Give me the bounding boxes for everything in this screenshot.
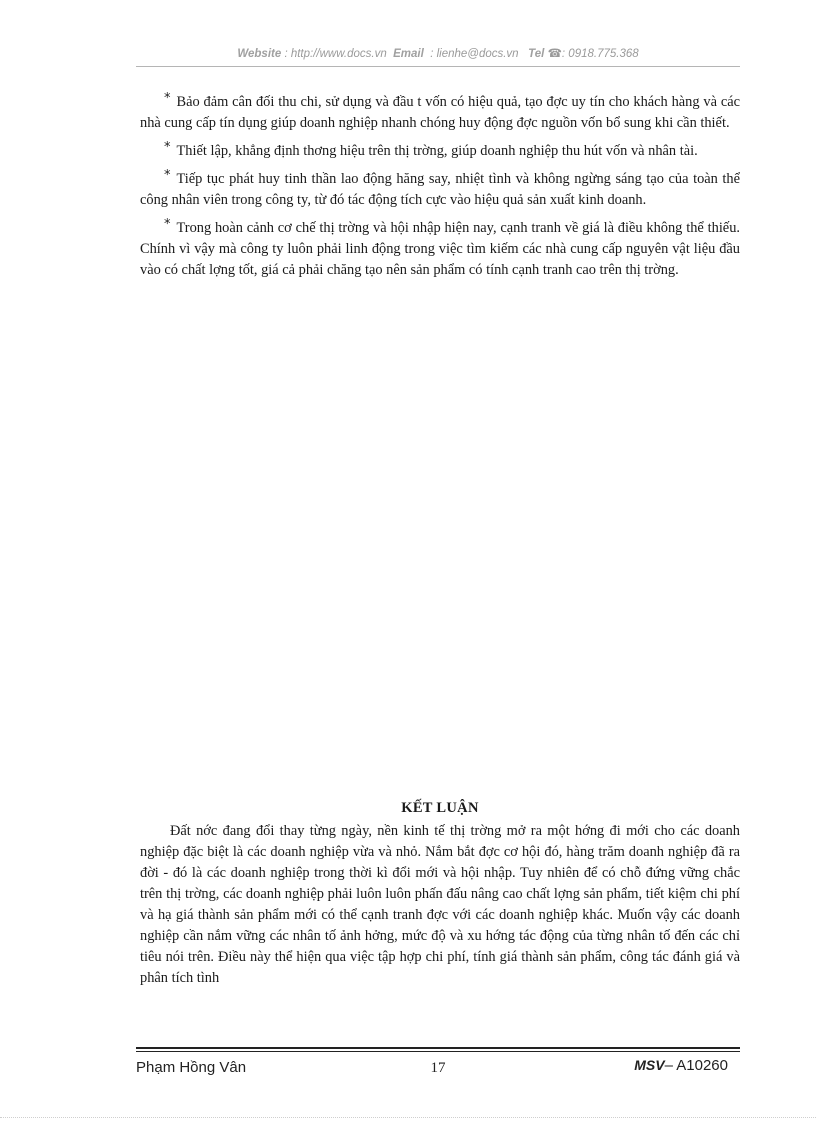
page-number: 17 — [430, 1060, 446, 1076]
header-tel-label: Tel — [528, 48, 545, 60]
header-tel-value: ☎: 0918.775.368 — [547, 48, 639, 60]
msv-value: – A10260 — [664, 1057, 728, 1074]
bullet-text-3: Tiếp tục phát huy tinh thần lao động hăng say, nhiệt tình và không ngừng sáng tạo của toàn thể công nhân viên trong công ty, từ đó tác động tích cực vào hiệu quả sản xuất kinh doanh. — [140, 171, 740, 208]
bullet-item-1 — [140, 92, 740, 134]
bullet-item-2 — [140, 141, 740, 162]
header-email-value[interactable]: : lienhe@docs.vn — [430, 48, 519, 60]
asterisk-icon: * — [164, 217, 171, 232]
footer-author: Phạm Hồng Vân — [136, 1059, 247, 1076]
bullet-text-4: Trong hoàn cảnh cơ chế thị trờng và hội nhập hiện nay, cạnh tranh về giá là điều không thể thiếu. Chính vì vậy mà công ty luôn phải linh động trong việc tìm kiếm các nhà cung cấp nguyên vật liệu đầu vào có chất lợng tốt, giá cả phải chăng tạo nên sản phẩm có tính cạnh tranh cao trên thị trờng. — [140, 220, 740, 278]
conclusion-title: KẾT LUẬN — [401, 800, 479, 816]
footer-divider-thick — [136, 1047, 740, 1049]
header-divider — [136, 66, 740, 67]
page-footer — [136, 1055, 740, 1079]
asterisk-icon: * — [164, 91, 171, 106]
header-website-value[interactable]: : http://www.docs.vn — [284, 48, 387, 60]
bullet-text-2: Thiết lập, khẳng định thơng hiệu trên thị trờng, giúp doanh nghiệp thu hút vốn và nhân tài. — [176, 143, 698, 159]
bullet-item-4 — [140, 218, 740, 281]
asterisk-icon: * — [164, 168, 171, 183]
footer-divider-thin — [136, 1051, 740, 1052]
header-website-label: Website — [237, 48, 282, 60]
conclusion-section — [140, 798, 740, 989]
asterisk-icon: * — [164, 140, 171, 155]
header-email-label: Email — [393, 48, 424, 60]
page-header — [136, 46, 740, 60]
msv-label: MSV — [634, 1057, 665, 1073]
bullet-item-3 — [140, 169, 740, 211]
bullet-text-1: Bảo đảm cân đối thu chi, sử dụng và đầu t vốn có hiệu quả, tạo đợc uy tín cho khách hàng và các nhà cung cấp tín dụng giúp doanh nghiệp nhanh chóng huy động đợc nguồn vốn bổ sung khi cần thiết. — [140, 94, 740, 131]
footer-student-id — [634, 1057, 728, 1074]
conclusion-body: Đất nớc đang đổi thay từng ngày, nền kinh tế thị trờng mở ra một hớng đi mới cho các doanh nghiệp đặc biệt là các doanh nghiệp vừa và nhỏ. Nắm bắt đợc cơ hội đó, hàng trăm doanh nghiệp đã ra đời - đó là các doanh nghiệp trong thời kì đổi mới và hội nhập. Tuy nhiên để có chỗ đứng vững chắc trên thị trờng, các doanh nghiệp phải luôn luôn phấn đấu nâng cao chất lợng sản phẩm, tiết kiệm chi phí và hạ giá thành sản phẩm mới có thể cạnh tranh đợc với các doanh nghiệp khác. Muốn vậy các doanh nghiệp cần nắm vững các nhân tố ảnh hởng, mức độ và xu hớng tác động của từng nhân tố đến các chỉ tiêu nói trên. Điều này thể hiện qua việc tập hợp chi phí, tính giá thành sản phẩm, công tác đánh giá và phân tích tình — [140, 823, 740, 986]
page-bottom-border — [0, 1117, 816, 1118]
bullet-list — [140, 92, 740, 288]
